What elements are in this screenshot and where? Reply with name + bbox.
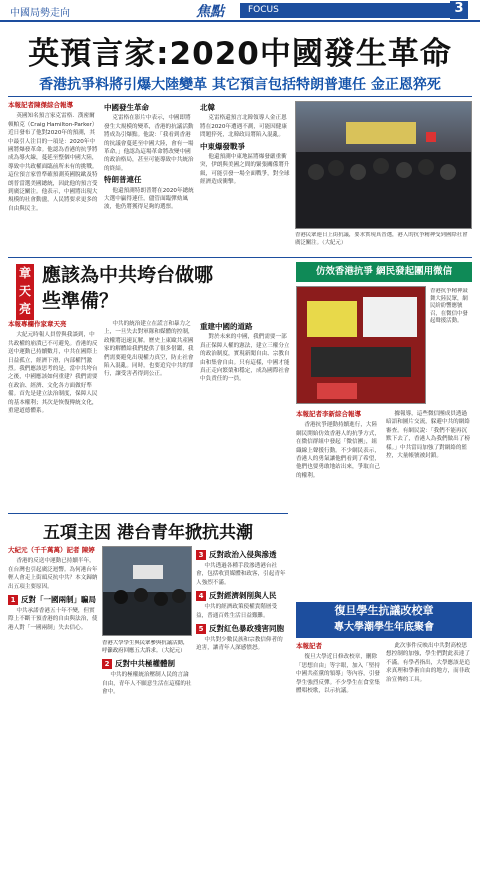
reason-3-heading: 3 反對政治入侵與滲透	[196, 550, 288, 560]
focus-label: FOCUS	[240, 3, 458, 18]
students-text-2: 此次事件反映出中共對高校思想控制的加強，學生們對此表達了不滿。有學者指出，大學應該是追求真理和學術自由的地方，而非政治宣傳的工具。	[386, 643, 470, 683]
commentary-subhead: 重建中國的道路	[200, 322, 253, 331]
story1-column-3	[200, 101, 290, 251]
story1-subhead-trump: 特朗普連任	[104, 175, 142, 185]
five-reasons-column-1	[8, 546, 98, 866]
reason-5-heading: 5 反對紅色暴政殘害同胞	[196, 624, 288, 634]
protest-crowd-image	[296, 102, 472, 229]
main-headline: 英預言家:2020中國發生革命	[28, 36, 452, 72]
students-subtitle: 專大學潮學生年底聚會	[334, 622, 434, 633]
reason-4-heading: 4 反對經濟剝削與人民	[196, 591, 288, 601]
hku-photo	[102, 546, 192, 636]
five-reasons-intro: 香港的反送中運動已持續半年，在台灣也引起廣泛迴響。為何港台年輕人會走上街頭反抗中共？本文歸納出五項主要原因。	[8, 558, 98, 590]
students-protest-image	[103, 547, 192, 636]
story1-subhead-nk: 北韓	[200, 103, 215, 112]
commentary-column-2	[104, 320, 196, 508]
main-subheadline: 香港抗爭料將引爆大陸變革 其它預言包括特朗普連任 金正恩猝死	[39, 77, 441, 93]
five-reasons-title: 五項主因 港台青年掀抗共潮	[43, 523, 253, 543]
reason-1-heading: 1 反對「一國兩制」騙局	[8, 595, 98, 605]
story1-byline: 本報記者陳傑綜合報導	[8, 101, 73, 109]
section-divider-1	[8, 257, 472, 258]
column-tag-char-1: 章	[18, 266, 31, 280]
wechat-text-2: 據報導，這些微信團成員透過暗語和圖片交流，躲避中共的網絡審查。有網民說：「我們不能再沉默下去了，香港人為我們做出了榜樣。」中共當局加強了對網絡的監控，大量帳號被封鎖。	[386, 411, 470, 460]
story1-text-3: 克雷格還預言北韓領導人金正恩將在2020年遭遇不測，可能因健康問題猝死，北韓政局將陷入混亂。	[200, 115, 287, 139]
commentary-column-3	[200, 320, 292, 508]
five-reasons-column-3	[196, 546, 288, 866]
story1-text-2: 克雷格在影片中表示，中國即將發生大規模的變革，香港的抗議活動將成為引爆點。他說：「我看到香港的抗議會蔓延至中國大陸，會有一場革命。」他認為這場革命將改變中國的政治格局，甚至可能導致中共統治的終結。	[104, 115, 194, 172]
students-text-1: 復旦大學近日修改校章，刪除「思想自由」等字眼，加入「堅持中國共產黨的領導」等內容，引發學生強烈反彈。不少學生在食堂集體唱校歌，以示抗議。	[296, 654, 380, 695]
students-byline: 本報記者	[296, 642, 322, 650]
protest-photo-1	[295, 101, 472, 229]
wechat-column-1	[296, 410, 382, 510]
reason-1-label: 反對「一國兩制」騙局	[21, 595, 96, 605]
hku-photo-caption: 香港大學學生與民眾參與抗議活動，呼籲政府回應五大訴求。（大紀元）	[102, 640, 189, 654]
reason-2-heading: 2 反對中共極權體制	[102, 659, 192, 669]
story1-subhead-war: 中東爆發戰爭	[200, 141, 245, 151]
reason-1-text: 中共承諾香港五十年不變，但實際上不斷干預香港的自由與法治，使港人對「一國兩制」失去信心。	[8, 608, 98, 631]
commentary-title: 應該為中共垮台做哪些準備？	[42, 264, 214, 312]
commentary-text-2: 中共的統治建立在謊言和暴力之上，一旦失去對軍隊和媒體的控制，政權將迅速瓦解。歷史上東歐共產國家的解體給我們提供了很多借鑑，我們需要避免出現權力真空，防止社會陷入混亂。同時，也要追究中共的罪行，讓受害者得到公正。	[104, 321, 194, 378]
story1-text-1: 英國知名預言家克雷格．漢密爾頓帕克（Craig Hamilton-Parker）近日發布了他對2020年的預測，其中最引人注目的一項是：2020年中國將爆發革命。他認為香港的抗爭將成為導火線，蔓延至整個中國大陸，導致中共政權面臨前所未有的挑戰。這位預言家曾準確預測英國脫歐及特朗普當選美國總統，因此他的預言受到廣泛關注。他表示，中國將出現大規模的社會動盪，人民將要求更多的自由與民主。	[8, 113, 98, 212]
wechat-byline: 本報記者李新綜合報導	[296, 410, 361, 418]
wechat-photo-caption: 香港抗爭精神鼓舞大陸民眾，網民紛紛響應號召，在微信中發起聲援活動。	[430, 288, 468, 325]
wechat-column-2	[386, 410, 472, 510]
reason-2-text: 中共的極權統治壓制人民的言論自由，青年人不願意生活在這樣的社會中。	[102, 672, 192, 695]
story1-column-1	[8, 101, 100, 251]
story1-text-3b: 他還預測中東地區將爆發嚴重衝突，伊朗與美國之間的緊張關係將升級，可能引發一場全面戰爭，對全球經濟造成衝擊。	[200, 154, 290, 186]
page-header	[0, 0, 480, 22]
brand-logo: 焦點	[196, 4, 224, 20]
section-divider-2	[8, 513, 288, 514]
wechat-photo	[296, 286, 426, 404]
page-number: 3	[450, 1, 468, 19]
reason-5-text: 中共對少數民族和宗教信仰者的迫害，讓青年人深感憤怒。	[196, 637, 283, 652]
story1-column-2	[104, 101, 196, 251]
wechat-banner: 仿效香港抗爭 網民發起團用微信	[296, 262, 472, 282]
students-banner	[296, 602, 472, 638]
column-tag-char-3: 亮	[18, 302, 31, 316]
section-title: 中國局勢走向	[10, 8, 70, 19]
reason-2-label: 反對中共極權體制	[115, 659, 175, 669]
commentary-text-3: 對於未來的中國，我們需要一部真正保障人權的憲法，建立三權分立的政治制度，實現新聞自由、宗教自由和集會自由。只有這樣，中國才能真正走向繁榮和穩定，成為國際社會中負責任的一員。	[200, 334, 290, 383]
commentary-text-1: 大紀元時報人員曾與我談到，中共政權的崩潰已不可避免。香港的反送中運動已持續數月，中共在國際上日益孤立，經濟下滑，內部權鬥激烈。我們應該思考的是，當中共垮台之後，中國應該如何重建？我們需要在政治、經濟、文化各方面做好準備。首先是建立法治制度，保障人民的基本權利；其次是恢復傳統文化，重建道德體系。	[8, 332, 98, 415]
story1-text-2b: 他還預測特朗普將在2020年總統大選中贏得連任，儘管面臨彈劾風波，他仍將獲得足夠的選票。	[104, 187, 194, 211]
column-tag-char-2: 天	[18, 284, 31, 298]
story1-subhead-revolution: 中國發生革命	[104, 103, 149, 112]
students-title: 復旦學生抗議改校章	[334, 604, 434, 617]
reason-3-label: 反對政治入侵與滲透	[209, 550, 277, 559]
students-column-2	[386, 642, 472, 866]
reason-5-label: 反對紅色暴政殘害同胞	[209, 624, 284, 634]
reason-4-text: 中共的經濟政策使權貴階層受益，普通百姓生活日益艱難。	[196, 604, 278, 619]
column-tag	[16, 264, 34, 320]
students-column-1	[296, 642, 382, 866]
headline-rule	[8, 96, 472, 97]
protest-signs-image	[297, 287, 426, 404]
wechat-text-1: 香港抗爭運動持續進行，大陸網民開始仿效香港人的抗爭方式，在微信群組中發起「微信團」，組織線上聲援行動。不少網民表示，香港人的勇氣讓他們看到了希望，他們也要勇敢地站出來，爭取自己的權利。	[296, 422, 380, 479]
commentary-byline: 本報專欄作家章天亮	[8, 320, 67, 328]
five-reasons-column-2	[102, 640, 192, 866]
photo1-caption: 香港民眾連日上街抗議，要求實現真普選，港人的抗爭精神受到國際社會廣泛關注。（大紀元）	[295, 232, 468, 246]
reason-4-label: 反對經濟剝削與人民	[209, 591, 277, 601]
reason-3-text: 中共透過各種手段滲透港台社會，包括收買媒體和政客，引起青年人強烈不滿。	[196, 563, 286, 586]
five-reasons-byline: 大紀元（千千萬萬）記者 陳婷	[8, 546, 95, 554]
commentary-column-1	[8, 320, 100, 508]
